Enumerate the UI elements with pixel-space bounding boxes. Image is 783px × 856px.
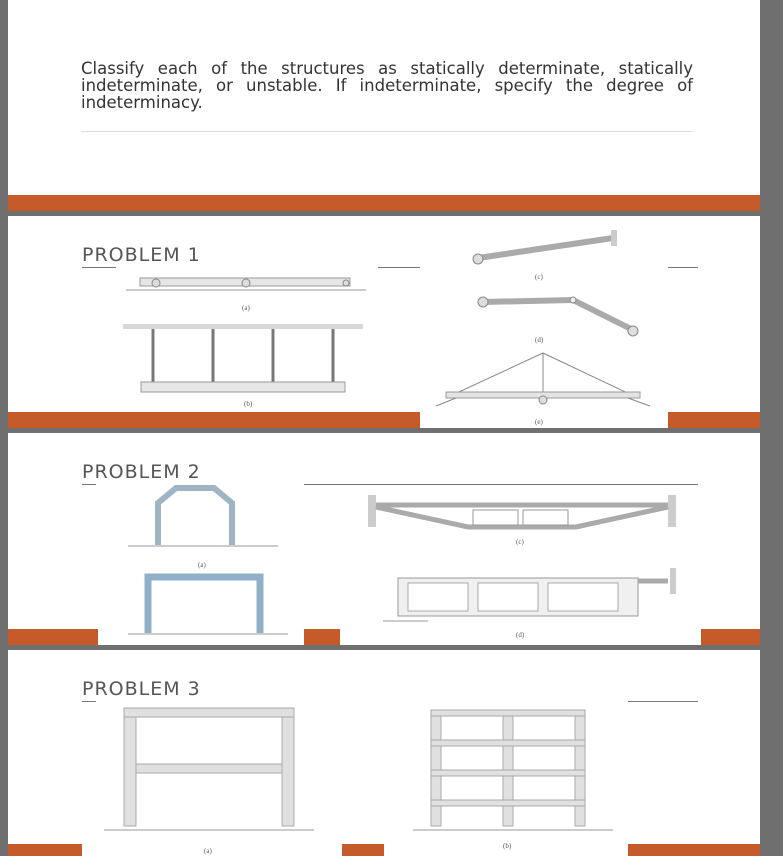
- accent-bar-middle: [342, 844, 384, 856]
- problem-3-title: PROBLEM 3: [82, 678, 201, 700]
- title-rule-right: [304, 484, 698, 485]
- caption-2d: (d): [516, 631, 525, 639]
- instructions-underline: [81, 131, 693, 132]
- accent-bar-middle: [304, 629, 340, 645]
- title-rule-left: [82, 267, 116, 268]
- caption-2c: (c): [516, 538, 524, 546]
- figure-2b-portal-frame: [128, 571, 288, 636]
- accent-bar-left: [8, 412, 420, 428]
- instructions-text: Classify each of the structures as statically determinate, statically indeterminate, or unstable. If indeterminate, specify the degree of indeterminacy.: [81, 59, 693, 112]
- problem-2-title: PROBLEM 2: [82, 461, 201, 483]
- figure-3b-multi-bay-frame: [413, 706, 613, 836]
- caption-2a: (a): [198, 561, 206, 569]
- problem-1-title: PROBLEM 1: [82, 244, 201, 266]
- slide-instructions: [8, 0, 760, 211]
- caption-3b: (b): [503, 842, 512, 850]
- title-rule-right: [628, 701, 698, 702]
- slide-problem-1: [8, 216, 760, 428]
- caption-3a: (a): [204, 847, 212, 855]
- title-rule-left: [82, 484, 96, 485]
- title-rule-far-right: [668, 267, 698, 268]
- caption-1c: (c): [535, 273, 543, 281]
- slide-problem-3: [8, 650, 760, 856]
- caption-1e: (e): [535, 418, 543, 426]
- figure-1b-hanging-frame: [123, 324, 363, 399]
- figure-2c-fixed-truss-beam: [368, 495, 688, 535]
- figure-1d-bent-member: [463, 288, 648, 348]
- figure-2d-cantilever-frame: [378, 563, 698, 623]
- accent-bar-right: [668, 412, 760, 428]
- caption-1d: (d): [535, 336, 544, 344]
- figure-2a-gable-frame: [128, 483, 278, 553]
- figure-3a-two-story-frame: [104, 706, 314, 836]
- title-rule-right: [378, 267, 420, 268]
- accent-bar-left: [8, 629, 98, 645]
- caption-1b: (b): [244, 400, 253, 408]
- accent-bar-right: [701, 629, 760, 645]
- slide-problem-2: [8, 433, 760, 645]
- accent-bar: [8, 195, 760, 211]
- caption-1a: (a): [242, 304, 250, 312]
- accent-bar-left: [8, 844, 82, 856]
- accent-bar-right: [628, 844, 760, 856]
- figure-1e-cable-beam: [428, 348, 658, 410]
- figure-1c-strut: [463, 226, 623, 271]
- title-rule-left: [82, 701, 96, 702]
